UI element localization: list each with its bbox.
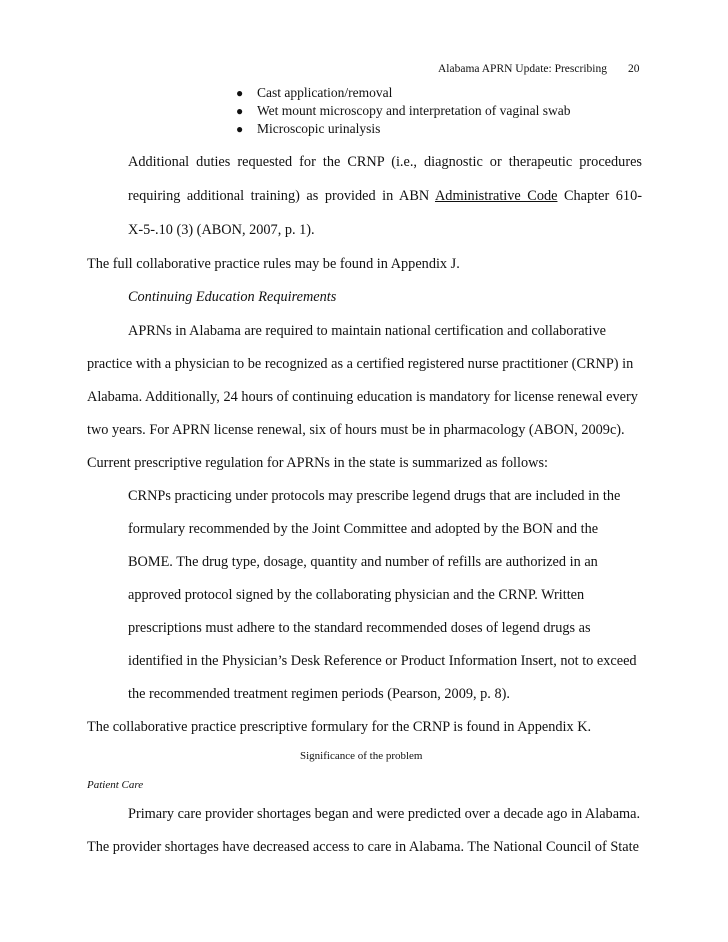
quote-line-6: identified in the Physician’s Desk Reference or Product Information Insert, not to exceed — [128, 653, 637, 669]
list-item: Microscopic urinalysis — [257, 121, 381, 136]
bullet-dot-icon: ● — [236, 122, 244, 136]
ce-heading: Continuing Education Requirements — [128, 289, 337, 305]
duties-line-2-c: Chapter 610- — [557, 188, 642, 204]
page-number: 20 — [628, 63, 640, 75]
list-item: Cast application/removal — [257, 85, 393, 100]
ce-line-3: Alabama. Additionally, 24 hours of continuing education is mandatory for license renewal every — [87, 389, 638, 405]
duties-line-1: Additional duties requested for the CRNP (i.e., diagnostic or therapeutic procedures — [128, 154, 642, 170]
subsection-heading: Patient Care — [87, 779, 144, 791]
section-heading: Significance of the problem — [300, 750, 423, 762]
ce-line-4: two years. For APRN license renewal, six of hours must be in pharmacology (ABON, 2009c). — [87, 422, 625, 438]
duties-line-3: X-5-.10 (3) (ABON, 2007, p. 1). — [128, 222, 315, 238]
quote-line-5: prescriptions must adhere to the standard recommended doses of legend drugs as — [128, 620, 591, 636]
bullet-dot-icon: ● — [236, 104, 244, 118]
list-item: Wet mount microscopy and interpretation of vaginal swab — [257, 103, 571, 118]
administrative-code-title: Administrative Code — [434, 188, 558, 204]
bullet-dot-icon: ● — [236, 86, 244, 100]
patient-care-line-1: Primary care provider shortages began and were predicted over a decade ago in Alabama. — [128, 806, 641, 822]
running-title: Alabama APRN Update: Prescribing — [438, 63, 607, 75]
patient-care-line-2: The provider shortages have decreased access to care in Alabama. The National Council of State — [87, 839, 639, 855]
appendix-j-line: The full collaborative practice rules may be found in Appendix J. — [87, 256, 460, 272]
duties-line-2-a: requiring additional training) as provided in ABN — [128, 188, 435, 204]
quote-line-2: formulary recommended by the Joint Committee and adopted by the BON and the — [128, 521, 599, 537]
quote-line-4: approved protocol signed by the collaborating physician and the CRNP. Written — [128, 587, 585, 603]
ce-line-2: practice with a physician to be recognized as a certified registered nurse practitioner (CRNP) in — [87, 356, 634, 372]
quote-line-1: CRNPs practicing under protocols may prescribe legend drugs that are included in the — [128, 488, 621, 504]
ce-line-5: Current prescriptive regulation for APRNs in the state is summarized as follows: — [87, 455, 548, 471]
duties-line-2 — [128, 188, 642, 205]
quote-line-7: the recommended treatment regimen periods (Pearson, 2009, p. 8). — [128, 686, 510, 702]
quote-line-3: BOME. The drug type, dosage, quantity and number of refills are authorized in an — [128, 554, 598, 570]
ce-line-1: APRNs in Alabama are required to maintain national certification and collaborative — [128, 323, 606, 339]
appendix-k-line: The collaborative practice prescriptive formulary for the CRNP is found in Appendix K. — [87, 719, 592, 735]
